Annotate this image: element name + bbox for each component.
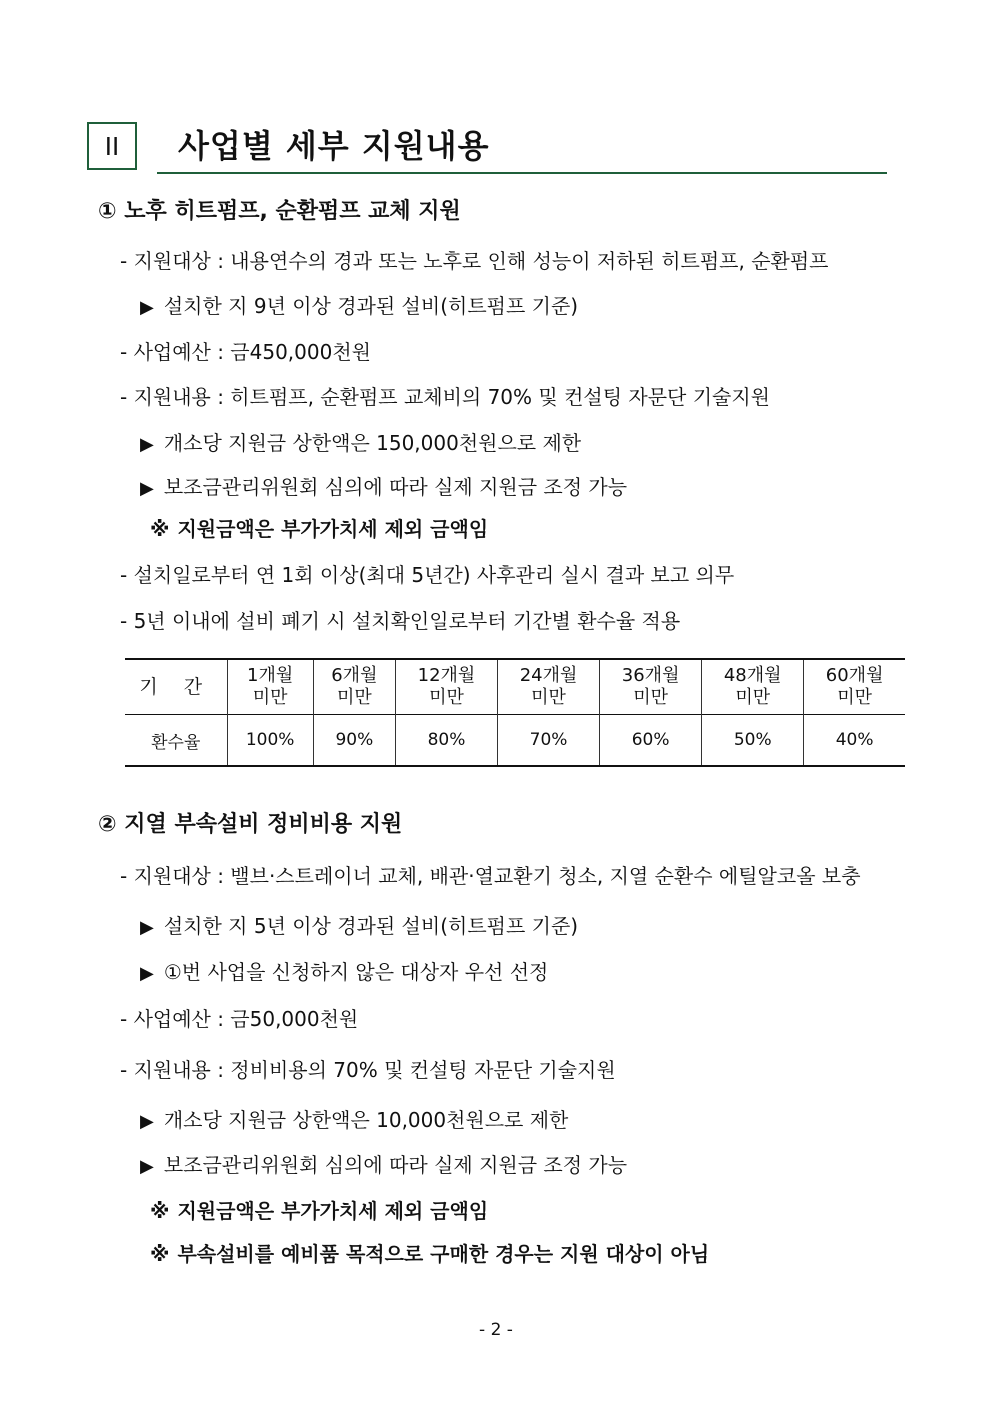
triangle-bullet-icon: ▶ xyxy=(140,1111,154,1132)
period-cell: 1개월 미만 xyxy=(227,659,313,715)
chapter-title: 사업별 세부 지원내용 xyxy=(178,127,490,165)
rate-cell: 80% xyxy=(395,715,497,767)
chapter-underline xyxy=(157,172,887,174)
section-1-target-detail: ▶ 설치한 지 9년 이상 경과된 설비(히트펌프 기준) xyxy=(140,294,579,318)
period-cell: 12개월 미만 xyxy=(395,659,497,715)
triangle-bullet-icon: ▶ xyxy=(140,963,154,984)
section-2-spare-note: ※ 부속설비를 예비품 목적으로 구매한 경우는 지원 대상이 아님 xyxy=(150,1242,710,1266)
section-1-adjust: ▶ 보조금관리위원회 심의에 따라 실제 지원금 조정 가능 xyxy=(140,475,628,499)
period-cell: 36개월 미만 xyxy=(600,659,702,715)
page-number: - 2 - xyxy=(479,1320,513,1340)
clawback-rate-table xyxy=(125,658,905,767)
section-2-target-detail: ▶ 설치한 지 5년 이상 경과된 설비(히트펌프 기준) xyxy=(140,914,579,938)
triangle-bullet-icon: ▶ xyxy=(140,434,154,455)
rate-cell: 50% xyxy=(702,715,804,767)
period-cell: 48개월 미만 xyxy=(702,659,804,715)
table-row xyxy=(125,715,905,767)
section-1-budget: - 사업예산 : 금450,000천원 xyxy=(120,340,371,364)
section-2-vat-note: ※ 지원금액은 부가가치세 제외 금액임 xyxy=(150,1199,489,1223)
section-2-title: ② 지열 부속설비 정비비용 지원 xyxy=(98,812,403,837)
reference-mark-icon: ※ xyxy=(150,1242,170,1266)
rate-cell: 70% xyxy=(498,715,600,767)
period-cell: 24개월 미만 xyxy=(498,659,600,715)
triangle-bullet-icon: ▶ xyxy=(140,478,154,499)
section-1-aftercare: - 설치일로부터 연 1회 이상(최대 5년간) 사후관리 실시 결과 보고 의무 xyxy=(120,563,735,587)
section-1-content: - 지원내용 : 히트펌프, 순환펌프 교체비의 70% 및 컨설팅 자문단 기술지원 xyxy=(120,385,770,409)
section-2-priority: ▶ ①번 사업을 신청하지 않은 대상자 우선 선정 xyxy=(140,960,549,984)
section-1-vat-note: ※ 지원금액은 부가가치세 제외 금액임 xyxy=(150,517,489,541)
section-2-adjust: ▶ 보조금관리위원회 심의에 따라 실제 지원금 조정 가능 xyxy=(140,1153,628,1177)
section-2-target: - 지원대상 : 밸브·스트레이너 교체, 배관·열교환기 청소, 지열 순환수 에틸알코올 보충 xyxy=(120,864,861,888)
table-header-row xyxy=(125,659,905,715)
rate-cell: 100% xyxy=(227,715,313,767)
rate-label: 환수율 xyxy=(151,732,201,753)
rate-cell: 60% xyxy=(600,715,702,767)
reference-mark-icon: ※ xyxy=(150,1199,170,1223)
reference-mark-icon: ※ xyxy=(150,517,170,541)
section-1-title: ① 노후 히트펌프, 순환펌프 교체 지원 xyxy=(98,199,461,224)
section-2-cap: ▶ 개소당 지원금 상한액은 10,000천원으로 제한 xyxy=(140,1108,569,1132)
rate-cell: 40% xyxy=(804,715,905,767)
period-header: 기 간 xyxy=(139,675,213,698)
period-cell: 60개월 미만 xyxy=(804,659,905,715)
chapter-number-box xyxy=(87,122,137,170)
section-2-content: - 지원내용 : 정비비용의 70% 및 컨설팅 자문단 기술지원 xyxy=(120,1058,616,1082)
triangle-bullet-icon: ▶ xyxy=(140,917,154,938)
section-1-clawback: - 5년 이내에 설비 폐기 시 설치확인일로부터 기간별 환수율 적용 xyxy=(120,609,681,633)
section-2-budget: - 사업예산 : 금50,000천원 xyxy=(120,1007,359,1031)
rate-cell: 90% xyxy=(313,715,395,767)
triangle-bullet-icon: ▶ xyxy=(140,297,154,318)
section-1-cap: ▶ 개소당 지원금 상한액은 150,000천원으로 제한 xyxy=(140,431,582,455)
triangle-bullet-icon: ▶ xyxy=(140,1156,154,1177)
section-1-target: - 지원대상 : 내용연수의 경과 또는 노후로 인해 성능이 저하된 히트펌프, 순환펌프 xyxy=(120,249,829,273)
chapter-number: II xyxy=(104,130,120,161)
period-cell: 6개월 미만 xyxy=(313,659,395,715)
